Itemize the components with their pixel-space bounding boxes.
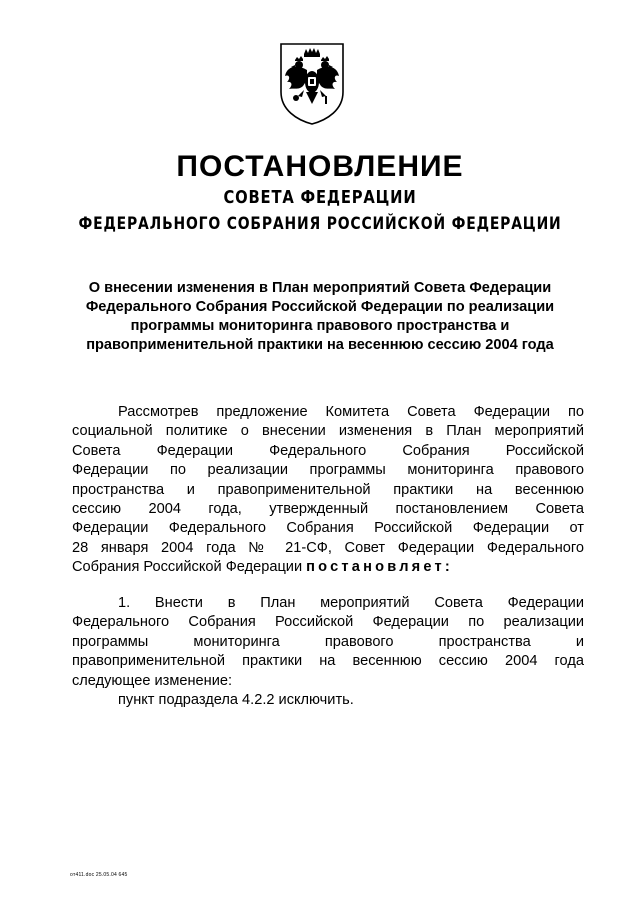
resolves-keyword: постановляет: [306,559,453,576]
resolution-subitem: пункт подраздела 4.2.2 исключить. [118,692,354,709]
paragraph-line: программы мониторинга правового пространства и [72,633,584,650]
paragraph-line: Федерации по реализации программы мониторинга правового [72,462,584,479]
paragraph-line: Рассмотрев предложение Комитета Совета Федерации по [118,404,584,420]
document-subtitle-line1: СОВЕТА ФЕДЕРАЦИИ [223,187,417,208]
heading-line: программы мониторинга правового пространства и [130,318,510,334]
heading-line: Федерального Собрания Российской Федерации по реализации [85,299,555,315]
paragraph-line: социальной политике о внесении изменения в План мероприятий [72,423,584,440]
preamble-paragraph [72,403,584,578]
heading-line: О внесении изменения в План мероприятий Совета Федерации [88,280,552,296]
paragraph-line: правоприменительной практики на весеннюю сессию 2004 года [72,653,584,670]
paragraph-line: пространства и правоприменительной практики на весеннюю [72,481,584,498]
paragraph-line: Федерации Федерального Собрания Российской Федерации от [72,520,584,537]
resolution-item-1 [72,594,584,710]
paragraph-line [72,558,584,577]
document-subtitle-line2: ФЕДЕРАЛЬНОГО СОБРАНИЯ РОССИЙСКОЙ ФЕДЕРАЦИИ [78,214,562,234]
paragraph-line: следующее изменение: [72,672,233,689]
paragraph-line: 1. Внести в План мероприятий Совета Федерации [118,595,584,611]
paragraph-line: Федерального Собрания Российской Федерации по реализации [72,614,584,631]
document-title: ПОСТАНОВЛЕНИЕ [176,150,464,183]
paragraph-line-prefix: Собрания Российской Федерации [72,559,307,576]
file-reference-footer: oт411.doc 25.05.04 645 [70,872,128,878]
document-heading [40,279,600,355]
double-headed-eagle-icon [277,40,347,126]
paragraph-line: 28 января 2004 года № 21-СФ, Совет Федерации Федерального [72,539,584,556]
paragraph-line: Совета Федерации Федерального Собрания Российской [72,442,584,459]
paragraph-line: сессию 2004 года, утвержденный постановлением Совета [72,501,584,518]
heading-line: правоприменительной практики на весеннюю сессию 2004 года [86,337,554,353]
